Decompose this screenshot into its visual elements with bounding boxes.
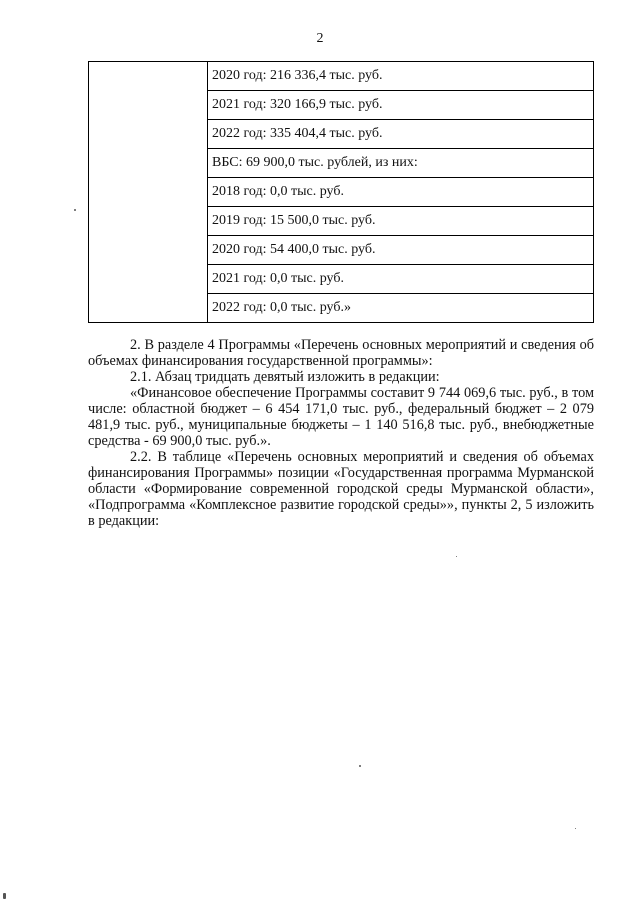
table-row	[89, 62, 594, 91]
table-cell: 2020 год: 54 400,0 тыс. руб.	[208, 236, 594, 265]
table-left-cell	[89, 62, 208, 323]
scan-speck	[3, 893, 6, 899]
paragraph: 2.1. Абзац тридцать девятый изложить в редакции:	[130, 369, 440, 385]
funding-table	[88, 61, 594, 323]
table-cell: 2018 год: 0,0 тыс. руб.	[208, 178, 594, 207]
table-cell: 2022 год: 0,0 тыс. руб.»	[208, 294, 594, 323]
table-cell: 2021 год: 320 166,9 тыс. руб.	[208, 91, 594, 120]
document-body	[88, 337, 594, 529]
paragraph: 2. В разделе 4 Программы «Перечень основных мероприятий и сведения об объемах финансирования государственной программы»:	[88, 337, 594, 369]
table-cell: 2019 год: 15 500,0 тыс. руб.	[208, 207, 594, 236]
paragraph: «Финансовое обеспечение Программы составит 9 744 069,6 тыс. руб., в том числе: областной бюджет – 6 454 171,0 тыс. руб., федеральный бюджет – 2 079 481,9 тыс. руб., муниципальные бюджеты – 1 140 516,8 тыс. руб., внебюджетные средства - 69 900,0 тыс. руб.».	[88, 385, 594, 449]
scan-speck	[456, 556, 457, 557]
table-cell: 2022 год: 335 404,4 тыс. руб.	[208, 120, 594, 149]
table-cell: 2021 год: 0,0 тыс. руб.	[208, 265, 594, 294]
scan-speck	[74, 209, 76, 211]
page-number: 2	[316, 31, 324, 46]
table-cell: ВБС: 69 900,0 тыс. рублей, из них:	[208, 149, 594, 178]
scan-speck	[575, 828, 576, 829]
table-cell: 2020 год: 216 336,4 тыс. руб.	[208, 62, 594, 91]
paragraph: 2.2. В таблице «Перечень основных мероприятий и сведения об объемах финансирования Программы» позиции «Государственная программа Мурманской области «Формирование современной городской среды Мурманской области», «Подпрограмма «Комплексное развитие городской среды»», пункты 2, 5 изложить в редакции:	[88, 449, 594, 529]
scan-speck	[359, 765, 361, 767]
